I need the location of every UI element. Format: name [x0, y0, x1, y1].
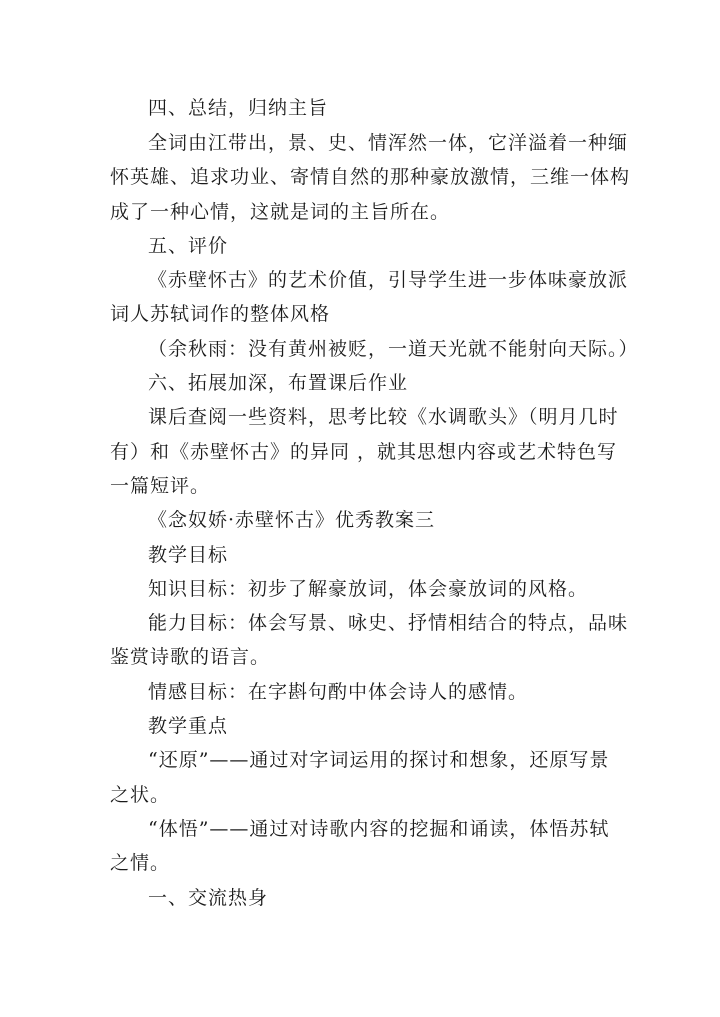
paragraph-line: 《赤壁怀古》的艺术价值，引导学生进一步体味豪放派 [148, 269, 629, 291]
paragraph-line: 鉴赏诗歌的语言。 [110, 646, 271, 668]
paragraph-line: 之状。 [110, 784, 171, 806]
paragraph-line: 一篇短评。 [110, 475, 211, 497]
paragraph-line: 情感目标：在字斟句酌中体会诗人的感情。 [148, 681, 529, 703]
paragraph-line: 怀英雄、追求功业、寄情自然的那种豪放激情，三维一体构 [110, 166, 631, 188]
paragraph-line: “还原”——通过对字词运用的探讨和想象，还原写景 [148, 749, 610, 771]
paragraph-line: 全词由江带出，景、史、情浑然一体，它洋溢着一种缅 [148, 132, 629, 154]
paragraph-line: 成了一种心情，这就是词的主旨所在。 [110, 201, 451, 223]
paragraph-line: 有）和《赤壁怀古》的异同 ，就其思想内容或艺术特色写 [110, 441, 618, 463]
heading-evaluation: 五、评价 [148, 235, 229, 257]
paragraph-line: 之情。 [110, 852, 171, 874]
paragraph-line: 词人苏轼词作的整体风格 [110, 303, 331, 325]
paragraph-line: 课后查阅一些资料，思考比较《水调歌头》（明月几时 [148, 406, 619, 428]
heading-warm-up: 一、交流热身 [148, 887, 269, 909]
heading-teaching-focus: 教学重点 [148, 715, 229, 737]
heading-summary: 四、总结，归纳主旨 [148, 97, 329, 119]
quote-line: （余秋雨：没有黄州被贬，一道天光就不能射向天际。） [148, 338, 639, 360]
section-title: 《念奴娇·赤壁怀古》优秀教案三 [148, 509, 436, 531]
heading-extension: 六、拓展加深，布置课后作业 [148, 372, 409, 394]
paragraph-line: 知识目标：初步了解豪放词，体会豪放词的风格。 [148, 578, 589, 600]
paragraph-line: 能力目标：体会写景、咏史、抒情相结合的特点，品味 [148, 612, 629, 634]
heading-teaching-goals: 教学目标 [148, 544, 229, 566]
paragraph-line: “体悟”——通过对诗歌内容的挖掘和诵读，体悟苏轼 [148, 818, 610, 840]
